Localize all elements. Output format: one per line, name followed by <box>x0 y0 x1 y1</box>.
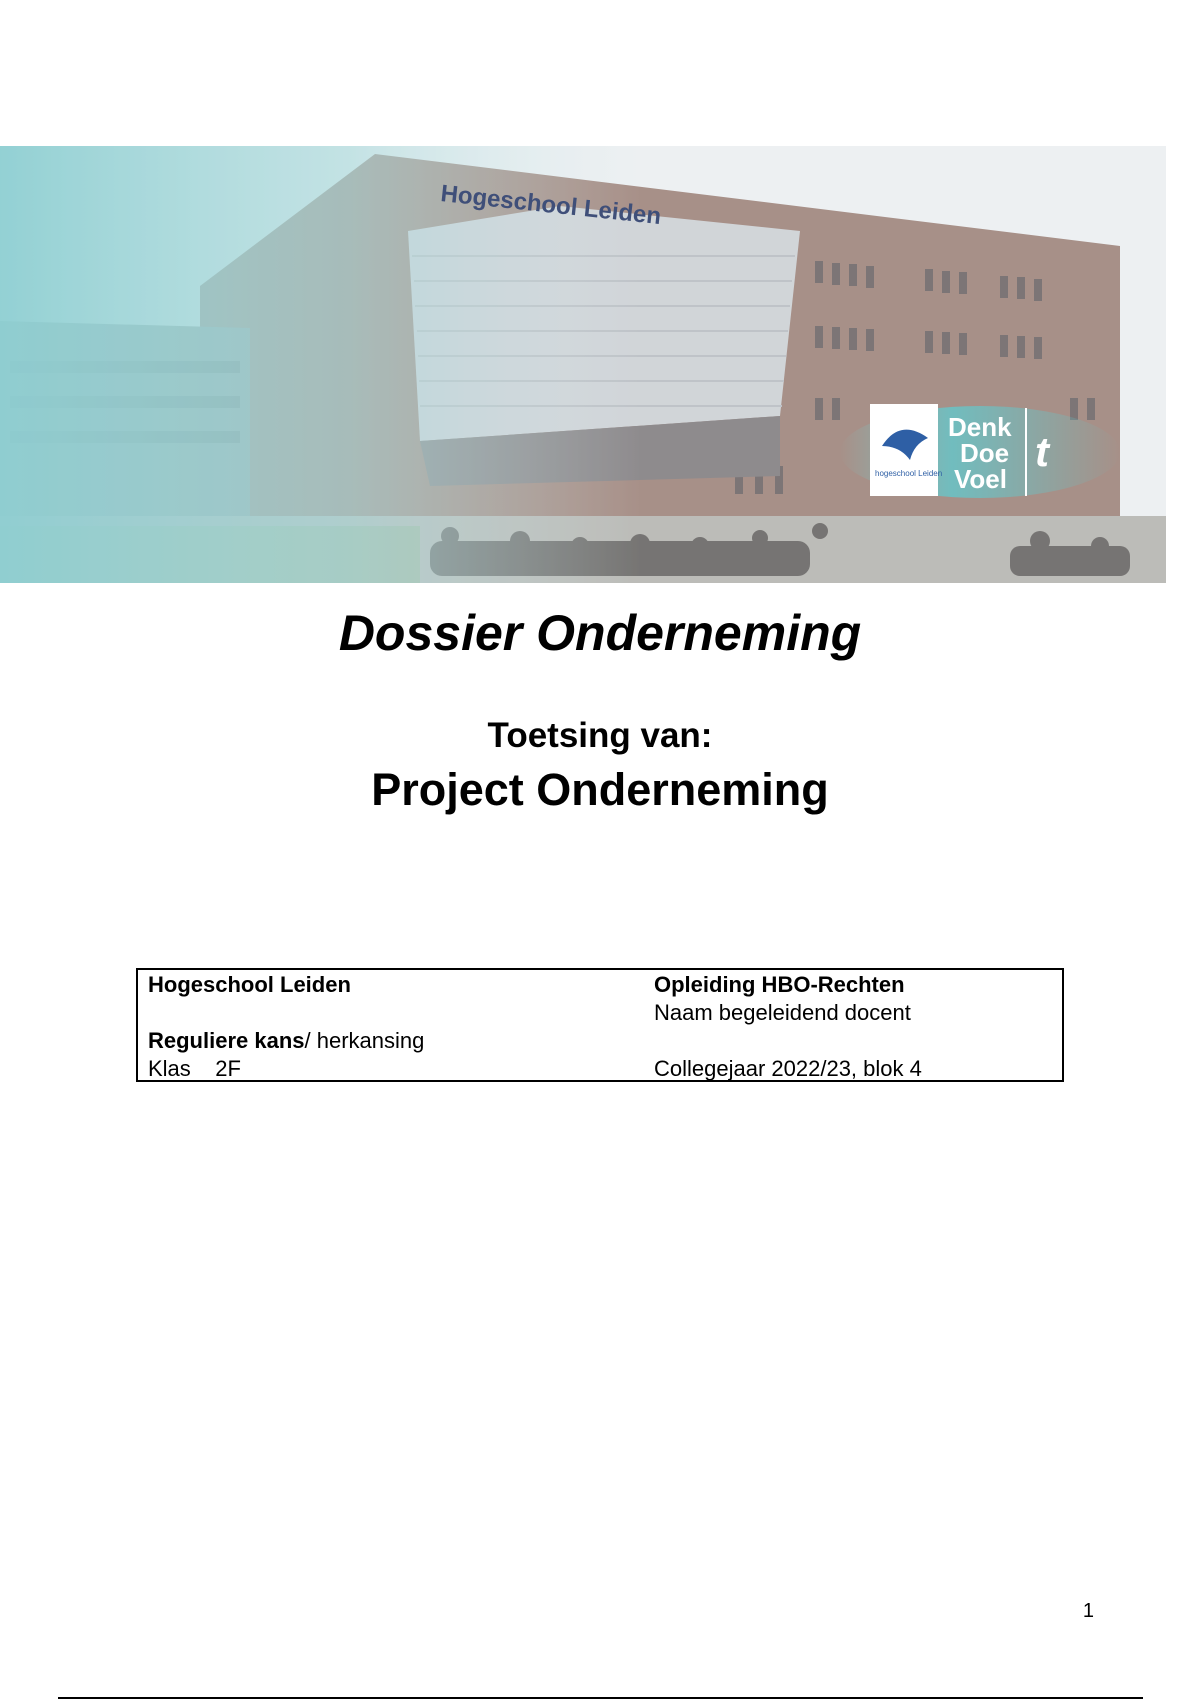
class-value: 2F <box>215 1056 241 1081</box>
info-box <box>136 968 1064 1082</box>
institution: Hogeschool Leiden <box>148 972 351 997</box>
page-number: 1 <box>1082 1600 1094 1622</box>
document-subtitle: Toetsing van: <box>487 716 713 755</box>
svg-text:Doe: Doe <box>960 438 1010 468</box>
class-label: Klas <box>148 1056 191 1081</box>
document-title: Dossier Onderneming <box>338 605 862 661</box>
svg-text:hogeschool Leiden: hogeschool Leiden <box>875 469 943 478</box>
svg-text:Denk: Denk <box>948 412 1012 442</box>
attempt <box>148 1027 424 1055</box>
attempt-regular: Reguliere kans <box>148 1028 305 1053</box>
cover-photo <box>0 146 1166 583</box>
academic-year: Collegejaar 2022/23, blok 4 <box>654 1056 922 1081</box>
attempt-resit: / herkansing <box>304 1028 425 1053</box>
building-sign: Hogeschool Leiden <box>439 180 663 231</box>
footer-divider <box>58 1697 1143 1699</box>
svg-text:t: t <box>1035 428 1049 475</box>
cover-photo-illustration <box>0 146 1166 583</box>
svg-text:Voel: Voel <box>954 464 1007 494</box>
program: Opleiding HBO-Rechten <box>654 972 905 997</box>
class <box>148 1055 241 1083</box>
project-name: Project Onderneming <box>371 764 829 815</box>
teacher: Naam begeleidend docent <box>654 1000 911 1025</box>
